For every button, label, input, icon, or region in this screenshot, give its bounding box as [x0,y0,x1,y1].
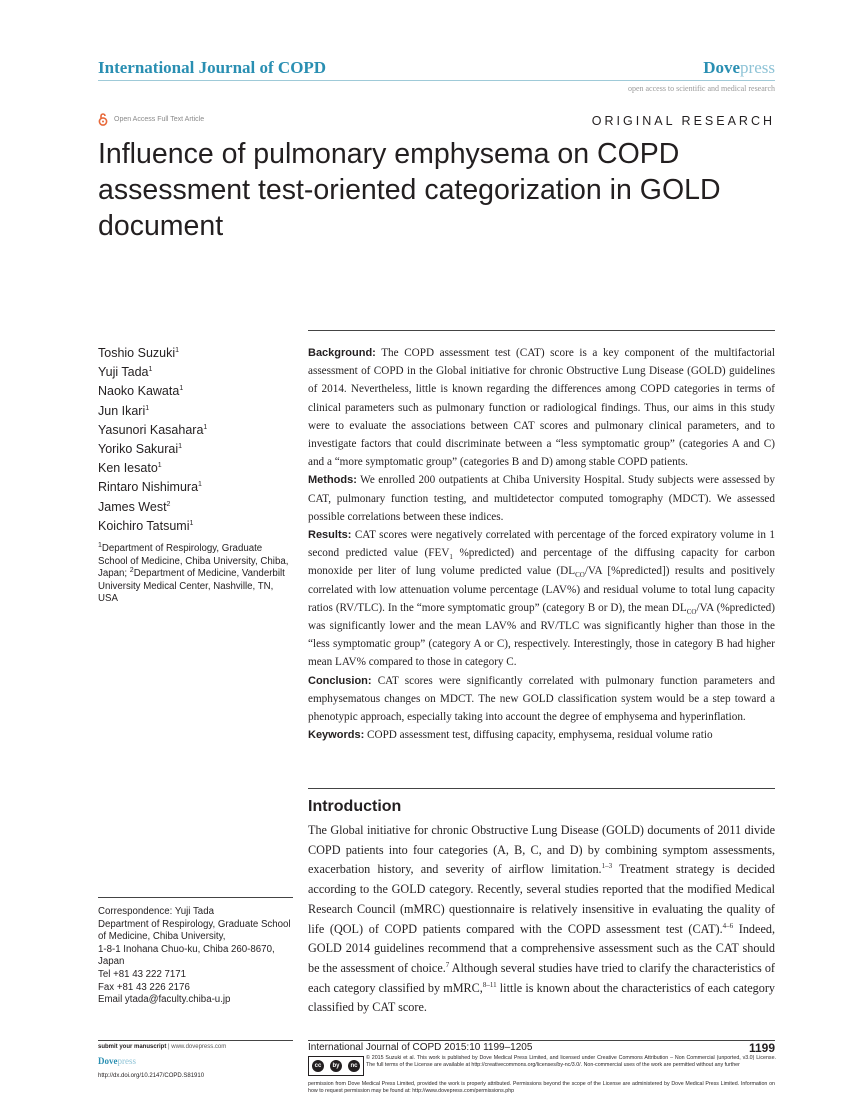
author[interactable]: Rintaro Nishimura$^1$ [98,480,202,495]
header-rule [98,80,775,81]
author[interactable]: Yasunori Kasahara$^1$ [98,422,208,437]
introduction-rule [308,788,775,789]
abstract [308,344,775,744]
affiliations: $^1$Department of Respirology, Graduate School of Medicine, Chiba University, Chiba, Japan; $^2$Department of Medicine, Vanderbilt University Medical Center, Nashville, TN, USA [98,541,289,605]
article-title: Influence of pulmonary emphysema on COPD assessment test-oriented categorization in GOLD document [98,138,721,242]
journal-citation: International Journal of COPD 2015:10 1199–1205 [308,1042,533,1053]
abstract-keywords: Keywords: COPD assessment test, diffusing capacity, emphysema, residual volume ratio [308,729,713,742]
abstract-background: Background: The COPD assessment test (CAT) score is a key component of the multifactorial assessment of COPD in the Global initiative for chronic Obstructive Lung Disease (GOLD) guidelines of 2014. Nevertheless, little is known regarding the differences among COPD categories in terms of clinical parameters such as pulmonary function or radiological findings. Thus, our aims in this study were to evaluate the associations between CAT scores and pulmonary clinical parameters, and to investigate factors that could discriminate between a “less symptomatic group” (categories A and C) and a “more symptomatic group” (categories B and D) among stable COPD patients. [308,347,775,469]
publisher-tagline: open access to scientific and medical research [627,84,775,93]
introduction-heading: Introduction [308,798,402,815]
footer-left-rule [98,1040,293,1041]
license-text: © 2015 Suzuki et al. This work is published by Dove Medical Press Limited, and licensed under Creative Commons Attribution – Non Commercial (unported, v3.0) License. The full terms of the License are available at http://creativecommons.org/licenses/by-nc/3.0/. Non-commercial uses of the work are permitted without any further [366,1055,776,1068]
page-number: 1199 [748,1041,775,1055]
correspondence-email[interactable]: Email ytada@faculty.chiba-u.jp [98,994,231,1006]
abstract-top-rule [308,330,775,331]
author[interactable]: James West$^2$ [98,499,171,514]
open-access-label: Open Access Full Text Article [114,115,205,123]
article-type: ORIGINAL RESEARCH [591,114,775,128]
reference-link[interactable]: 1–3 [601,862,613,871]
author[interactable]: Toshio Suzuki$^1$ [98,346,180,360]
creative-commons-icon[interactable] [308,1056,364,1076]
correspondence-fax: Fax +81 43 226 2176 [98,981,190,993]
reference-link[interactable]: 8–11 [482,980,497,989]
correspondence-tel: Tel +81 43 222 7171 [98,968,187,980]
nc-icon: nc [348,1060,360,1072]
open-access-badge [98,112,204,126]
abstract-conclusion: Conclusion: CAT scores were significantly correlated with pulmonary function parameters and emphysematous changes on MDCT. The new GOLD classification system would be a step toward a phenotypic approach, especially taking into account the degree of emphysema and hyperinflation. [308,674,775,724]
license-text-continued: permission from Dove Medical Press Limited, provided the work is properly attributed. Permissions beyond the scope of the License are administered by Dove Medical Press Limited. Information on how to request permission may be found at: http://www.dovepress.com/permissions.php [308,1081,775,1094]
author[interactable]: Yuji Tada$^1$ [98,365,153,380]
publisher-logo-press: press [740,58,775,77]
footer-right-rule [308,1040,775,1041]
by-icon: by [330,1060,342,1072]
footer-publisher-logo[interactable]: Dovepress [98,1056,136,1066]
correspondence-label: Correspondence: Yuji Tada [98,906,214,917]
cc-icon: cc [312,1060,324,1072]
correspondence-address: Department of Respirology, Graduate School of Medicine, Chiba University, [98,918,291,943]
author-list [98,344,207,536]
author[interactable]: Naoko Kawata$^1$ [98,384,184,399]
reference-link[interactable]: 7 [445,960,450,969]
correspondence [98,906,298,1007]
journal-name[interactable]: International Journal of COPD [98,58,327,77]
doi-link[interactable]: http://dx.doi.org/10.2147/COPD.S81910 [98,1073,205,1079]
submit-manuscript-link[interactable]: submit your manuscript | www.dovepress.com [98,1044,227,1050]
introduction-body: The Global initiative for chronic Obstructive Lung Disease (GOLD) documents of 2011 divide COPD patients into four categories (A, B, C, and D) by combining symptom assessments, exacerbation history, and severity of airflow limitation.$^{1-3}$ Treatment strategy is decided according to the GOLD category. Recently, several studies reported that the modified Medical Research Council (mMRC) questionnaire is relatively insensitive in evaluating the quality of life (QOL) of COPD patients compared with the COPD assessment test (CAT).$^{4-6}$ Indeed, GOLD 2014 guidelines recommend that a comprehensive assessment such as the CAT should be the assessment of choice.$^7$ Although several studies have tried to clarify the characteristics of each category classified by mMRC,$^{8-11}$ little is known about the characteristics of each category classified by CAT score. [308,823,776,1015]
publisher-logo-dove: Dove [703,58,741,77]
correspondence-rule [98,897,293,898]
reference-link[interactable]: 4–6 [722,921,734,930]
author[interactable]: Ken Iesato$^1$ [98,461,162,476]
correspondence-address: 1-8-1 Inohana Chuo-ku, Chiba 260-8670, Japan [98,943,275,968]
abstract-methods: Methods: We enrolled 200 outpatients at Chiba University Hospital. Study subjects were assessed by CAT, pulmonary function testing, and multidetector computed tomography (MDCT). We assessed possible correlations between these indices. [308,474,775,523]
author[interactable]: Jun Ikari$^1$ [98,403,150,418]
abstract-results: Results: CAT scores were negatively correlated with percentage of the forced expiratory volume in 1 second predicted value ($FEV_1$ %predicted) and percentage of the diffusing capacity for carbon monoxide per liter of lung volume predicted value ($DL_{CO}/VA$ [%predicted]) results and positively correlated with low attenuation volume percentage (LAV%) and residual volume to total lung capacity ratios (RV/TLC). In the “more symptomatic group” (category B or D), the mean $DL_{CO}/VA$ (%predicted) was significantly lower and the mean LAV% and RV/TLC was significantly higher than those in the “less symptomatic group” (category A or C), respectively. Interestingly, those in category B had higher mean LAV% compared to those in category C. [308,529,776,669]
open-access-lock-icon [98,112,108,126]
author[interactable]: Koichiro Tatsumi$^1$ [98,518,194,533]
author[interactable]: Yoriko Sakurai$^1$ [98,442,183,457]
publisher-logo[interactable] [703,58,775,78]
